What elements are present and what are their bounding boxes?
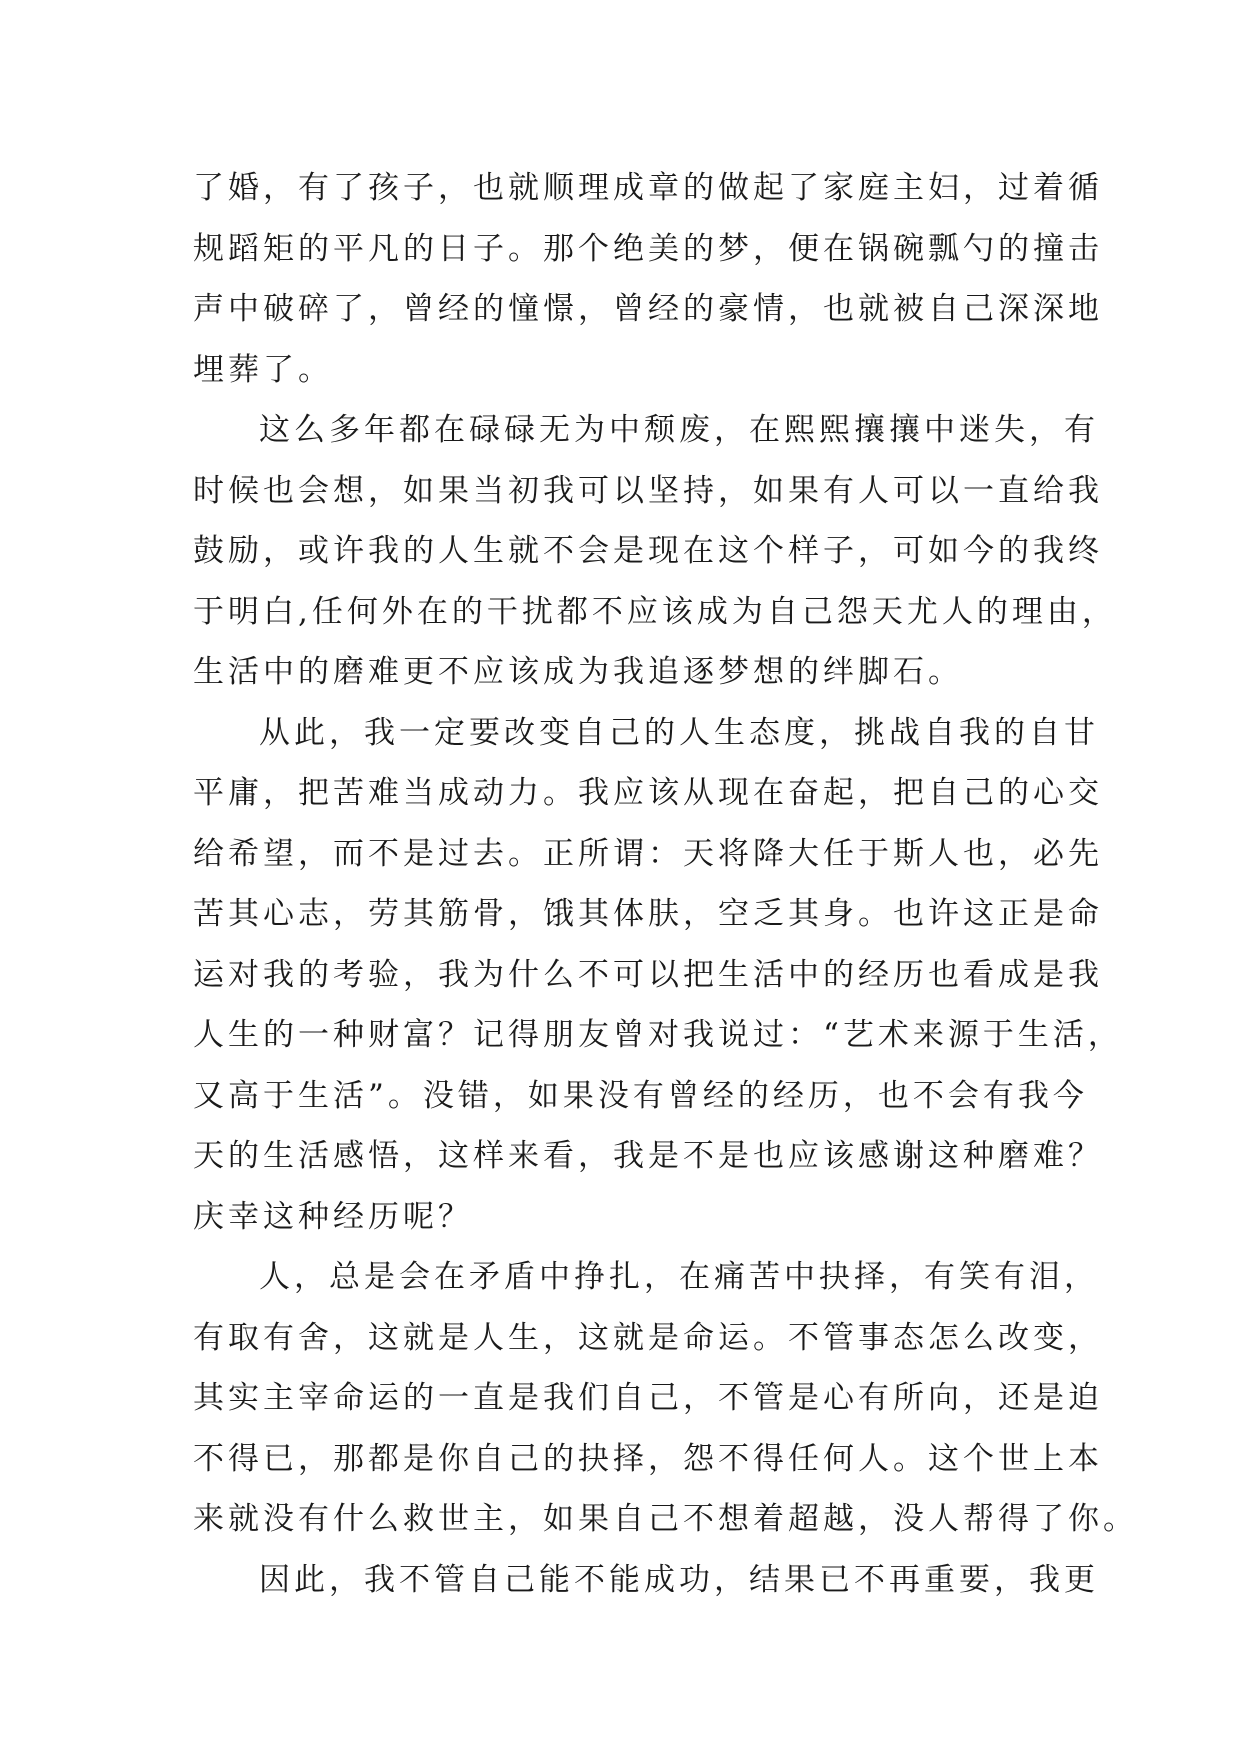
text-line: 不得已，那都是你自己的抉择，怨不得任何人。这个世上本: [193, 1440, 1103, 1477]
paragraph-first-line: 从此，我一定要改变自己的人生态度，挑战自我的自甘: [259, 714, 1099, 751]
text-line: 于明白,任何外在的干扰都不应该成为自己怨天尤人的理由，: [193, 593, 1117, 630]
text-line: 声中破碎了，曾经的憧憬，曾经的豪情，也就被自己深深地: [193, 291, 1103, 327]
text-line: 有取有舍，这就是人生，这就是命运。不管事态怎么改变，: [193, 1319, 1103, 1356]
text-line: 苦其心志，劳其筋骨，饿其体肤，空乏其身。也许这正是命: [193, 896, 1103, 932]
paragraph-first-line: 因此，我不管自己能不能成功，结果已不再重要，我更: [259, 1561, 1099, 1598]
text-line: 时候也会想，如果当初我可以坚持，如果有人可以一直给我: [193, 472, 1103, 509]
paragraph-first-line: 这么多年都在碌碌无为中颓废，在熙熙攘攘中迷失，有: [259, 412, 1099, 448]
paragraph-first-line: 人，总是会在矛盾中挣扎，在痛苦中抉择，有笑有泪，: [259, 1259, 1099, 1295]
text-line: 规蹈矩的平凡的日子。那个绝美的梦，便在锅碗瓢勺的撞击: [193, 230, 1103, 267]
text-line: 了婚，有了孩子，也就顺理成章的做起了家庭主妇，过着循: [193, 170, 1103, 206]
text-line: 给希望，而不是过去。正所谓：天将降大任于斯人也，必先: [193, 835, 1103, 872]
text-line: 庆幸这种经历呢？: [193, 1198, 473, 1235]
document-body: [193, 158, 1138, 1610]
text-line: 来就没有什么救世主，如果自己不想着超越，没人帮得了你。: [193, 1501, 1138, 1537]
text-line: 运对我的考验，我为什么不可以把生活中的经历也看成是我: [193, 956, 1103, 993]
text-line: 其实主宰命运的一直是我们自己，不管是心有所向，还是迫: [193, 1380, 1103, 1416]
text-line: 平庸，把苦难当成动力。我应该从现在奋起，把自己的心交: [193, 775, 1103, 811]
text-line: 埋葬了。: [193, 351, 333, 388]
text-line: 天的生活感悟，这样来看，我是不是也应该感谢这种磨难？: [193, 1138, 1103, 1174]
text-line: 又高于生活”。没错，如果没有曾经的经历，也不会有我今: [193, 1077, 1088, 1114]
text-line: 鼓励，或许我的人生就不会是现在这个样子，可如今的我终: [193, 533, 1103, 569]
text-line: 生活中的磨难更不应该成为我追逐梦想的绊脚石。: [193, 654, 963, 690]
text-line: 人生的一种财富？记得朋友曾对我说过：“艺术来源于生活，: [193, 1017, 1123, 1053]
